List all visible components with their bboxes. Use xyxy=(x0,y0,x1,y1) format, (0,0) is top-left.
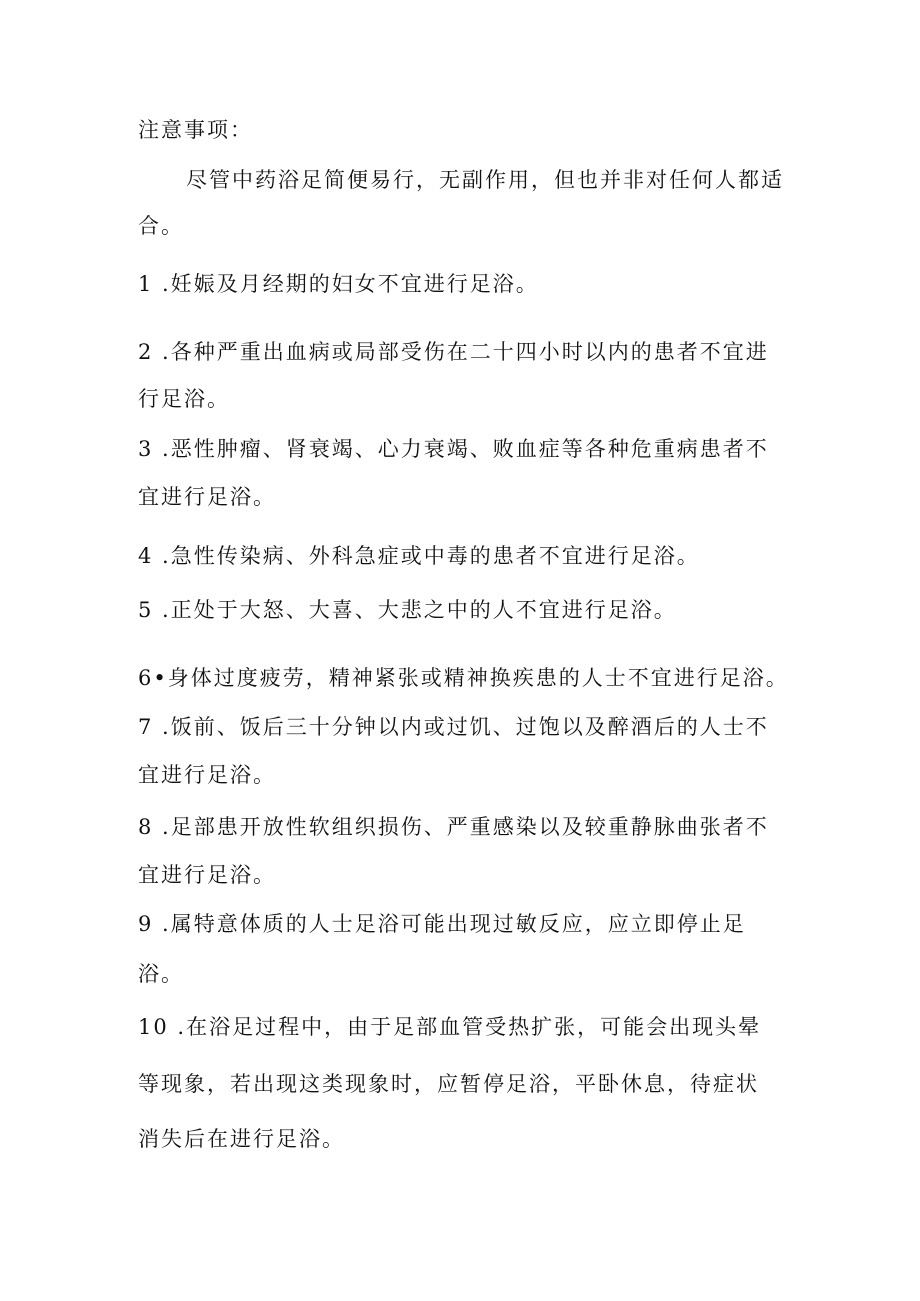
item-9-line-1: 9 .属特意体质的人士足浴可能出现过敏反应，应立即停止足 xyxy=(138,912,746,936)
item-10-line-1: 10 .在浴足过程中，由于足部血管受热扩张，可能会出现头晕 xyxy=(138,1015,762,1039)
item-9-line-2: 浴。 xyxy=(138,962,184,986)
item-5-line-1: 5 .正处于大怒、大喜、大悲之中的人不宜进行足浴。 xyxy=(138,598,677,622)
item-6-line-1: 6•身体过度疲劳，精神紧张或精神换疾患的人士不宜进行足浴。 xyxy=(138,666,789,690)
item-10-line-2: 等现象，若出现这类现象时，应暂停足浴，平卧休息，待症状 xyxy=(138,1072,759,1096)
intro-line-2: 合。 xyxy=(138,214,184,238)
item-2-line-1: 2 .各种严重出血病或局部受伤在二十四小时以内的患者不宜进 xyxy=(138,340,769,364)
item-4-line-1: 4 .急性传染病、外科急症或中毒的患者不宜进行足浴。 xyxy=(138,544,700,568)
item-8-line-1: 8 .足部患开放性软组织损伤、严重感染以及较重静脉曲张者不 xyxy=(138,815,769,839)
item-7-line-1: 7 .饭前、饭后三十分钟以内或过饥、过饱以及醉酒后的人士不 xyxy=(138,715,769,739)
item-3-line-2: 宜进行足浴。 xyxy=(138,485,276,509)
item-8-line-2: 宜进行足浴。 xyxy=(138,863,276,887)
item-10-line-3: 消失后在进行足浴。 xyxy=(138,1127,345,1151)
item-1-line-1: 1 .妊娠及月经期的妇女不宜进行足浴。 xyxy=(138,272,539,296)
intro-line-1: 尽管中药浴足简便易行，无副作用，但也并非对任何人都适 xyxy=(186,168,784,192)
heading: 注意事项： xyxy=(138,118,253,142)
item-3-line-1: 3 .恶性肿瘤、肾衰竭、心力衰竭、败血症等各种危重病患者不 xyxy=(138,437,769,461)
item-7-line-2: 宜进行足浴。 xyxy=(138,763,276,787)
item-2-line-2: 行足浴。 xyxy=(138,387,230,411)
